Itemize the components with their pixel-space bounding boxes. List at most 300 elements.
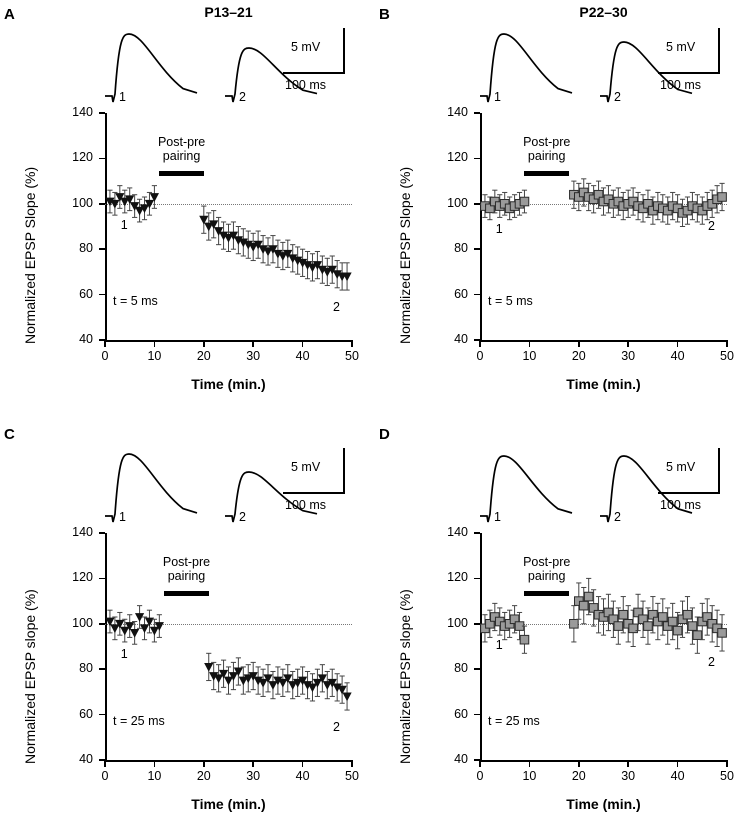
pairing-label (504, 555, 590, 583)
y-tick-label: 40 (79, 752, 93, 766)
x-tick (677, 761, 679, 767)
x-tick-label: 20 (571, 769, 586, 783)
data-point (125, 188, 134, 211)
y-tick-label: 80 (454, 661, 468, 676)
data-point (491, 603, 500, 630)
y-axis-label: Normalized EPSP Slope (%) (397, 166, 413, 344)
data-point (125, 615, 134, 638)
data-point (649, 197, 658, 224)
data-point (639, 601, 648, 637)
x-tick-label: 50 (720, 769, 734, 783)
x-tick-label: 10 (147, 349, 162, 363)
x-tick-label: 50 (345, 349, 359, 363)
data-point (209, 211, 218, 238)
x-tick (154, 341, 156, 347)
x-tick (302, 761, 304, 767)
pairing-label (504, 135, 590, 163)
data-point (254, 667, 263, 694)
trace-1-label: 1 (119, 90, 126, 104)
data-point (328, 669, 337, 696)
x-tick-label: 0 (101, 769, 109, 783)
data-point (130, 195, 139, 218)
data-point (668, 192, 677, 219)
data-point (505, 197, 514, 220)
data-point (678, 601, 687, 637)
scale-bar-horizontal (283, 492, 345, 494)
x-axis-label: Time (min.) (566, 796, 641, 812)
y-tick (474, 158, 480, 160)
point-marker-2-label: 2 (708, 654, 715, 669)
x-tick-label: 10 (147, 769, 162, 783)
data-point (278, 669, 287, 696)
x-tick (104, 761, 106, 767)
data-point (718, 615, 727, 651)
x-tick-label: 40 (670, 769, 685, 783)
pairing-label-line1: Post-pre (162, 555, 211, 569)
pairing-label-line1: Post-pre (523, 135, 571, 149)
data-point (120, 190, 129, 213)
timing-label: t = 25 ms (488, 714, 540, 728)
data-point (273, 240, 282, 267)
data-point (604, 594, 613, 630)
y-tick-label: 100 (447, 195, 468, 210)
x-axis-line (105, 760, 353, 762)
y-tick-label: 40 (454, 752, 468, 766)
y-tick-label: 40 (454, 332, 468, 346)
data-point (342, 263, 351, 290)
pairing-bar (524, 591, 568, 596)
y-tick (99, 578, 105, 580)
panel-c (0, 420, 375, 840)
data-point (654, 192, 663, 219)
data-point (688, 608, 697, 644)
data-point (268, 236, 277, 263)
panel-b (375, 0, 750, 420)
data-point (668, 603, 677, 639)
data-point (644, 608, 653, 644)
data-point (575, 583, 584, 619)
y-axis-label: Normalized EPSP slope (%) (397, 589, 413, 764)
data-point (614, 608, 623, 644)
data-point (683, 597, 692, 633)
data-point (278, 242, 287, 269)
data-point (239, 229, 248, 256)
data-point (703, 192, 712, 219)
data-point (105, 190, 114, 213)
x-axis-label: Time (min.) (566, 376, 641, 392)
x-axis-line (480, 760, 728, 762)
data-point (629, 610, 638, 646)
data-point (328, 256, 337, 283)
data-point (283, 665, 292, 692)
y-tick-label: 60 (454, 286, 468, 301)
pairing-label (144, 555, 230, 583)
reference-line-100 (480, 204, 727, 205)
data-point (481, 615, 490, 642)
data-point (283, 240, 292, 267)
y-tick-label: 100 (447, 615, 468, 630)
x-tick-label: 20 (571, 349, 586, 363)
data-point (209, 662, 218, 689)
x-tick-label: 0 (476, 769, 484, 783)
pairing-label-line2: pairing (162, 149, 201, 163)
data-point (658, 195, 667, 222)
y-tick-label: 120 (447, 570, 468, 585)
data-point (244, 665, 253, 692)
y-axis-line (480, 533, 482, 761)
data-point (495, 195, 504, 218)
data-point (303, 671, 312, 698)
data-point (298, 667, 307, 694)
point-marker-2-label: 2 (333, 720, 340, 735)
point-marker-1-label: 1 (120, 217, 128, 232)
data-point (323, 258, 332, 285)
x-tick (578, 341, 580, 347)
y-tick-label: 80 (454, 241, 468, 256)
y-tick (474, 294, 480, 296)
x-tick-label: 0 (476, 349, 484, 363)
x-tick (726, 341, 728, 347)
data-point (120, 619, 129, 642)
data-point (575, 183, 584, 210)
data-point (263, 665, 272, 692)
data-point (288, 245, 297, 272)
data-point (333, 674, 342, 701)
scale-bar-vertical (718, 28, 720, 74)
point-marker-1-label: 1 (120, 646, 128, 661)
pairing-label-line2: pairing (167, 569, 206, 583)
data-point (614, 188, 623, 215)
data-point (155, 615, 164, 638)
y-tick-label: 140 (72, 525, 93, 539)
y-axis-line (105, 113, 107, 341)
scale-bar-vertical (718, 448, 720, 494)
data-point (703, 599, 712, 635)
data-point (599, 599, 608, 635)
y-tick (474, 668, 480, 670)
x-tick (104, 341, 106, 347)
x-axis-label: Time (min.) (191, 376, 266, 392)
data-point (609, 601, 618, 637)
y-axis-label: Normalized EPSP Slope (%) (22, 166, 38, 344)
scale-bar-vertical (343, 28, 345, 74)
x-tick (302, 341, 304, 347)
data-point (579, 587, 588, 623)
data-point (273, 667, 282, 694)
x-tick-label: 40 (295, 769, 310, 783)
data-point (150, 619, 159, 642)
pairing-label-line2: pairing (527, 149, 566, 163)
data-point (258, 236, 267, 263)
data-point (204, 653, 213, 680)
data-point (486, 197, 495, 220)
x-tick-label: 50 (345, 769, 359, 783)
data-point (500, 612, 509, 639)
data-point (520, 626, 529, 653)
scale-bar-voltage-label: 5 mV (666, 460, 696, 474)
data-point (698, 603, 707, 639)
trace-2-label: 2 (614, 510, 621, 524)
data-point (491, 190, 500, 213)
data-point (199, 206, 208, 233)
data-point (214, 665, 223, 692)
data-point (249, 233, 258, 260)
scale-bar-horizontal (658, 72, 720, 74)
scale-bar-time-label: 100 ms (285, 78, 326, 92)
timing-label: t = 5 ms (488, 294, 533, 308)
data-point (234, 227, 243, 254)
y-tick (99, 714, 105, 716)
data-point (303, 251, 312, 278)
panel-letter: A (4, 6, 15, 23)
data-point (639, 195, 648, 222)
x-tick-label: 30 (246, 349, 261, 363)
x-tick (479, 761, 481, 767)
y-tick-label: 100 (72, 615, 93, 630)
x-tick (627, 761, 629, 767)
reference-line-100 (105, 204, 352, 205)
data-point (698, 197, 707, 224)
data-point (234, 658, 243, 685)
point-marker-1-label: 1 (495, 222, 503, 237)
point-marker-1-label: 1 (495, 637, 503, 652)
x-axis-label: Time (min.) (191, 796, 266, 812)
data-point (619, 597, 628, 633)
data-point (495, 608, 504, 635)
data-point (619, 192, 628, 219)
data-point (224, 224, 233, 251)
data-point (579, 179, 588, 206)
trace-1-label: 1 (494, 90, 501, 104)
data-point (140, 197, 149, 220)
data-point (634, 594, 643, 630)
pairing-bar (159, 171, 203, 176)
x-tick-label: 40 (295, 349, 310, 363)
y-axis-line (480, 113, 482, 341)
panel-letter: C (4, 426, 15, 443)
trace-1-label: 1 (494, 510, 501, 524)
x-tick (252, 341, 254, 347)
x-tick (154, 761, 156, 767)
data-point (308, 674, 317, 701)
y-tick (99, 294, 105, 296)
data-point (693, 617, 702, 653)
scale-bar-time-label: 100 ms (660, 78, 701, 92)
data-point (718, 183, 727, 210)
y-tick-label: 80 (79, 661, 93, 676)
x-tick-label: 30 (621, 349, 636, 363)
x-tick (677, 341, 679, 347)
panel-letter: B (379, 6, 390, 23)
data-point (249, 662, 258, 689)
data-point (204, 213, 213, 240)
y-tick (474, 578, 480, 580)
y-tick (474, 248, 480, 250)
y-tick-label: 120 (447, 150, 468, 165)
x-tick (479, 341, 481, 347)
data-point (663, 197, 672, 224)
y-tick-label: 140 (447, 525, 468, 539)
y-tick-label: 60 (79, 706, 93, 721)
data-point (693, 195, 702, 222)
data-point (342, 683, 351, 710)
data-point (298, 249, 307, 276)
timing-label: t = 25 ms (113, 714, 165, 728)
data-point (510, 606, 519, 633)
data-point (219, 222, 228, 249)
x-tick-label: 50 (720, 349, 734, 363)
x-axis-line (480, 340, 728, 342)
x-tick (351, 761, 353, 767)
x-tick (578, 761, 580, 767)
data-point (713, 186, 722, 213)
data-point (634, 192, 643, 219)
y-axis-label: Normalized EPSP slope (%) (22, 589, 38, 764)
timing-label: t = 5 ms (113, 294, 158, 308)
data-point (254, 231, 263, 258)
panel-d (375, 420, 750, 840)
y-tick-label: 60 (79, 286, 93, 301)
x-tick (351, 341, 353, 347)
data-point (338, 263, 347, 290)
panel-letter: D (379, 426, 390, 443)
scale-bar-voltage-label: 5 mV (291, 40, 321, 54)
data-point (520, 190, 529, 213)
data-point (594, 597, 603, 633)
data-point (258, 669, 267, 696)
data-point (333, 261, 342, 288)
data-point (599, 188, 608, 215)
y-tick (99, 158, 105, 160)
data-point (150, 186, 159, 209)
x-tick (203, 761, 205, 767)
data-point (713, 610, 722, 646)
panel-title: P22–30 (579, 4, 628, 20)
panel-a (0, 0, 375, 420)
data-point (140, 617, 149, 640)
data-point (135, 606, 144, 629)
x-tick-label: 20 (196, 769, 211, 783)
data-point (510, 195, 519, 218)
pairing-label-line2: pairing (527, 569, 566, 583)
data-point (229, 662, 238, 689)
x-tick-label: 20 (196, 349, 211, 363)
data-point (244, 231, 253, 258)
reference-line-100 (105, 624, 352, 625)
data-point (130, 622, 139, 645)
x-tick (203, 341, 205, 347)
y-tick (99, 668, 105, 670)
data-point (263, 238, 272, 265)
pairing-label (139, 135, 225, 163)
scale-bar-time-label: 100 ms (285, 498, 326, 512)
x-tick (627, 341, 629, 347)
trace-2-label: 2 (239, 90, 246, 104)
trace-2-label: 2 (614, 90, 621, 104)
x-tick-label: 0 (101, 349, 109, 363)
data-point (323, 671, 332, 698)
x-tick-label: 40 (670, 349, 685, 363)
y-tick (99, 248, 105, 250)
scale-bar-voltage-label: 5 mV (291, 460, 321, 474)
data-point (135, 199, 144, 222)
data-point (673, 612, 682, 648)
data-point (673, 195, 682, 222)
data-point (293, 669, 302, 696)
x-tick (726, 761, 728, 767)
panel-title: P13–21 (204, 4, 253, 20)
data-point (663, 608, 672, 644)
data-point (293, 247, 302, 274)
data-point (338, 676, 347, 703)
scale-bar-horizontal (283, 72, 345, 74)
y-tick-label: 120 (72, 150, 93, 165)
data-point (589, 590, 598, 626)
data-point (318, 665, 327, 692)
trace-1-label: 1 (119, 510, 126, 524)
data-point (105, 610, 114, 633)
y-tick-label: 100 (72, 195, 93, 210)
scale-bar-horizontal (658, 492, 720, 494)
y-tick-label: 40 (79, 332, 93, 346)
y-tick-label: 120 (72, 570, 93, 585)
x-tick-label: 30 (621, 769, 636, 783)
data-point (308, 254, 317, 281)
data-point (515, 612, 524, 639)
data-point (481, 195, 490, 218)
y-axis-line (105, 533, 107, 761)
x-axis-line (105, 340, 353, 342)
scale-bar-time-label: 100 ms (660, 498, 701, 512)
data-point (683, 197, 692, 224)
data-point (604, 186, 613, 213)
data-point (229, 222, 238, 249)
data-point (313, 251, 322, 278)
x-tick (529, 341, 531, 347)
data-point (589, 186, 598, 213)
scale-bar-voltage-label: 5 mV (666, 40, 696, 54)
data-point (584, 578, 593, 614)
x-tick-label: 10 (522, 769, 537, 783)
data-point (654, 603, 663, 639)
pairing-label-line1: Post-pre (157, 135, 206, 149)
point-marker-2-label: 2 (708, 218, 715, 233)
pairing-bar (524, 171, 568, 176)
pairing-bar (164, 591, 208, 596)
trace-2-label: 2 (239, 510, 246, 524)
data-point (145, 610, 154, 633)
data-point (649, 597, 658, 633)
data-point (268, 671, 277, 698)
y-tick (474, 714, 480, 716)
scale-bar-vertical (343, 448, 345, 494)
y-tick-label: 140 (447, 105, 468, 119)
data-point (288, 671, 297, 698)
data-point (658, 599, 667, 635)
data-point (224, 667, 233, 694)
data-point (110, 617, 119, 640)
x-tick-label: 10 (522, 349, 537, 363)
data-point (239, 667, 248, 694)
data-point (584, 183, 593, 210)
x-tick (529, 761, 531, 767)
y-tick-label: 140 (72, 105, 93, 119)
x-tick (252, 761, 254, 767)
reference-line-100 (480, 624, 727, 625)
point-marker-2-label: 2 (333, 300, 340, 315)
data-point (313, 669, 322, 696)
data-point (214, 217, 223, 244)
